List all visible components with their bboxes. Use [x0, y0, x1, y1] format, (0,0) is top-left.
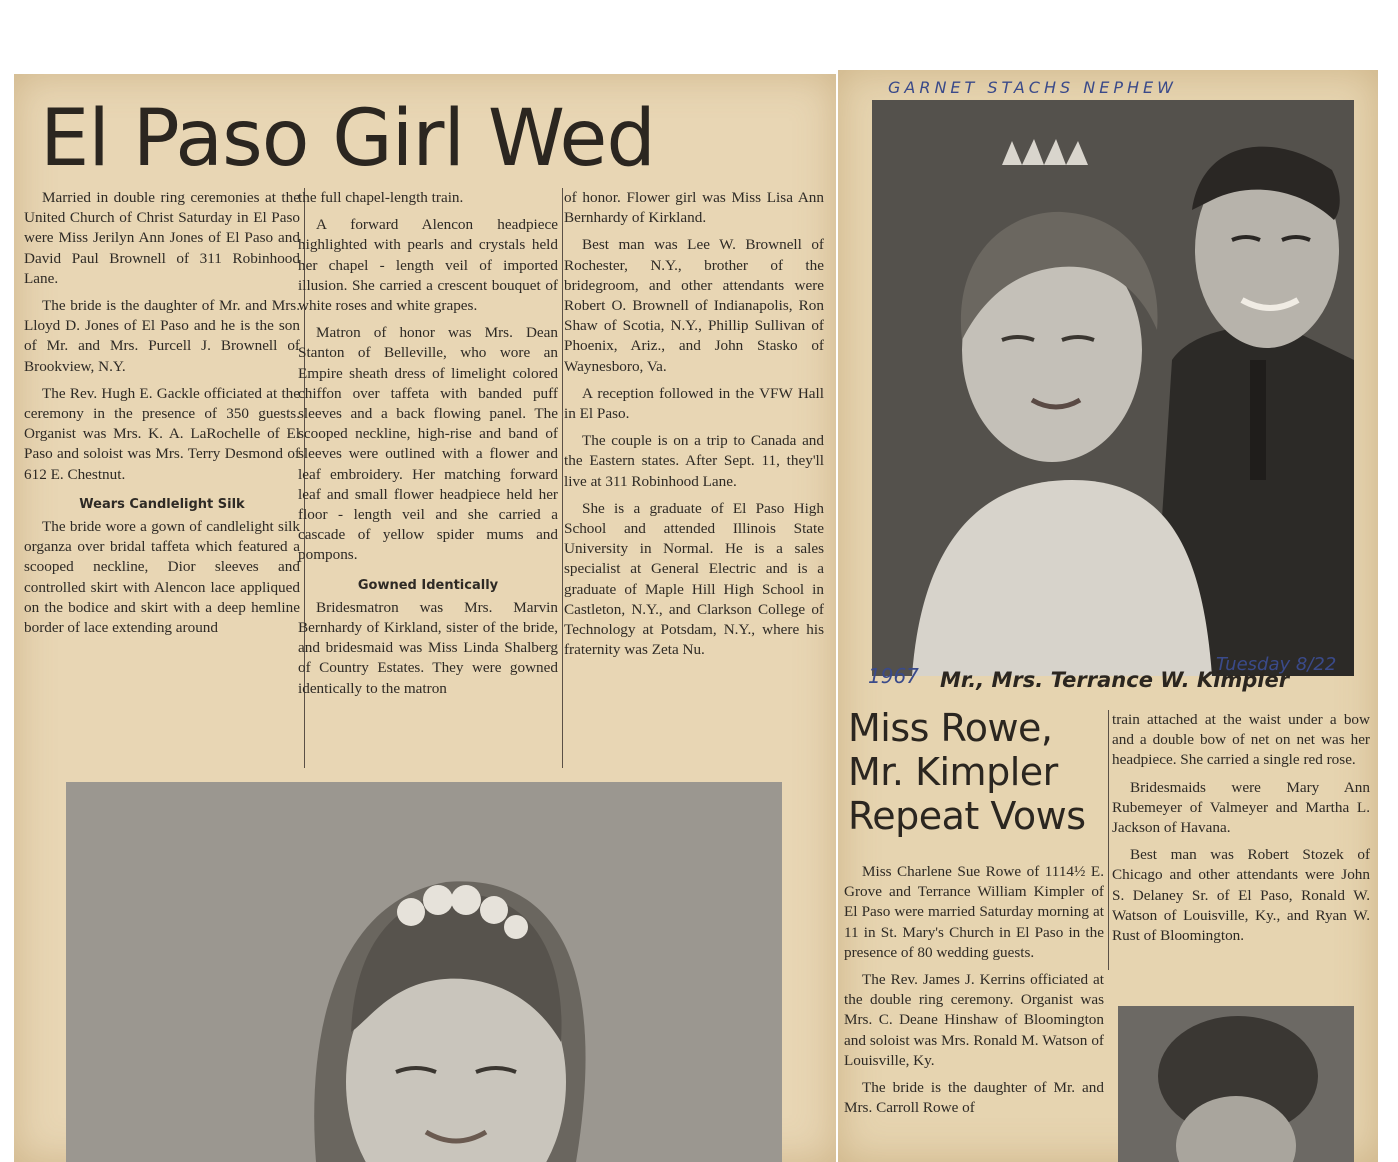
right-newspaper-clipping — [838, 70, 1378, 1162]
paragraph: The Rev. James J. Kerrins officiated at the double ring ceremony. Organist was Mrs. C. Deane Hinshaw of Bloomington and soloist was Mrs. Ronald M. Watson of Louisville, Ky. — [844, 971, 1104, 1069]
paragraph: Married in double ring ceremonies at the United Church of Christ Saturday in El Paso were Miss Jerilyn Ann Jones of El Paso and David Paul Brownell of 311 Robinhood Lane. — [24, 189, 300, 287]
paragraph: the full chapel-length train. — [298, 189, 464, 206]
paragraph: A forward Alencon headpiece highlighted with pearls and crystals held her chapel - length veil of imported illusion. She carried a crescent bouquet of white roses and white grapes. — [298, 216, 558, 315]
paragraph: of honor. Flower girl was Miss Lisa Ann Bernhardy of Kirkland. — [564, 189, 824, 227]
headline-line: Repeat Vows — [848, 794, 1086, 838]
subheading: Gowned Identically — [357, 577, 499, 593]
paragraph: Best man was Lee W. Brownell of Rochester, N.Y., brother of the bridegroom, and other attendants were Robert O. Brownell of Indianapolis, Ron Shaw of Scotia, N.Y., Phillip Sullivan of Phoenix, Ariz., and John Stasko of Waynesboro, Va. — [564, 236, 824, 375]
paragraph: She is a graduate of El Paso High School and attended Illinois State University in Normal. He is a sales specialist at General Electric and is a graduate of Maple Hill High School in Castleton, N.Y., and Clarkson College of Technology at Potsdam, N.Y., where his fraternity was Zeta Nu. — [564, 499, 824, 659]
left-headline: El Paso Girl Wed — [40, 94, 655, 184]
left-column-1 — [24, 188, 300, 638]
handwritten-note: GARNET STACHS NEPHEW — [888, 78, 1177, 97]
paragraph: Best man was Robert Stozek of Chicago and other attendants were John S. Delaney Sr. of El Paso, Ronald W. Watson of Louisville, Ky., and Ryan W. Rust of Bloomington. — [1112, 846, 1370, 945]
partial-portrait-drawing — [1118, 1006, 1354, 1162]
left-column-3 — [564, 188, 824, 660]
paragraph: Bridesmaids were Mary Ann Rubemeyer of Valmeyer and Martha L. Jackson of Havana. — [1112, 778, 1370, 837]
partial-photo — [1118, 1006, 1354, 1162]
headline-line: Miss Rowe, — [848, 706, 1053, 750]
couple-photo — [872, 100, 1354, 676]
bride-portrait-drawing — [66, 782, 782, 1162]
paragraph: The couple is on a trip to Canada and the Eastern states. After Sept. 11, they'll live at 311 Robinhood Lane. — [564, 432, 824, 490]
paragraph: Matron of honor was Mrs. Dean Stanton of Belleville, who wore an Empire sheath dress of limelight colored chiffon over taffeta with banded puff sleeves and a back flowing panel. The scooped neckline, high-rise and band of sleeves were outlined with a flower and leaf embroidery. Her matching forward leaf and small flower headpiece held her floor - length veil and she carried a cascade of yellow spider mums and pompons. — [298, 324, 558, 564]
paragraph: The bride is the daughter of Mr. and Mrs. Carroll Rowe of — [844, 1079, 1104, 1117]
paragraph: train attached at the waist under a bow and a double bow of net on net was her headpiece. She carried a single red rose. — [1112, 711, 1370, 769]
right-column-2 — [1112, 710, 1370, 946]
photo-caption: Mr., Mrs. Terrance W. Kimpler — [940, 668, 1290, 692]
left-newspaper-clipping — [14, 74, 836, 1162]
right-headline — [848, 706, 1108, 838]
column-rule — [1108, 710, 1109, 970]
subheading: Wears Candlelight Silk — [79, 496, 245, 512]
handwritten-date: Tuesday 8/22 — [1216, 654, 1337, 675]
left-column-2 — [298, 188, 558, 699]
couple-portrait-drawing — [872, 100, 1354, 676]
bride-photo — [66, 782, 782, 1162]
handwritten-year: 1967 — [868, 664, 919, 688]
paragraph: The Rev. Hugh E. Gackle officiated at the ceremony in the presence of 350 guests. Organist was Mrs. K. A. LaRochelle of El Paso and soloist was Mrs. Terry Desmond of 612 E. Chestnut. — [24, 384, 300, 483]
column-rule — [562, 188, 563, 768]
right-column-1 — [844, 862, 1104, 1118]
paragraph: Bridesmatron was Mrs. Marvin Bernhardy of Kirkland, sister of the bride, and bridesmaid was Miss Linda Shalberg of Country Estates. They were gowned identically to the matron — [298, 598, 558, 697]
paragraph: The bride wore a gown of candlelight silk organza over bridal taffeta which featured a scooped neckline, Dior sleeves and controlled skirt with Alencon lace appliqued on the bodice and skirt with a deep hemline border of lace extending around — [24, 518, 300, 637]
paragraph: A reception followed in the VFW Hall in El Paso. — [564, 384, 824, 423]
paragraph: The bride is the daughter of Mr. and Mrs. Lloyd D. Jones of El Paso and he is the son of Mr. and Mrs. Purcell J. Brownell of Brookview, N.Y. — [24, 297, 300, 375]
paragraph: Miss Charlene Sue Rowe of 1114½ E. Grove and Terrance William Kimpler of El Paso were married Saturday morning at 11 in St. Mary's Church in El Paso in the presence of 80 wedding guests. — [844, 863, 1104, 961]
headline-line: Mr. Kimpler — [848, 750, 1058, 794]
